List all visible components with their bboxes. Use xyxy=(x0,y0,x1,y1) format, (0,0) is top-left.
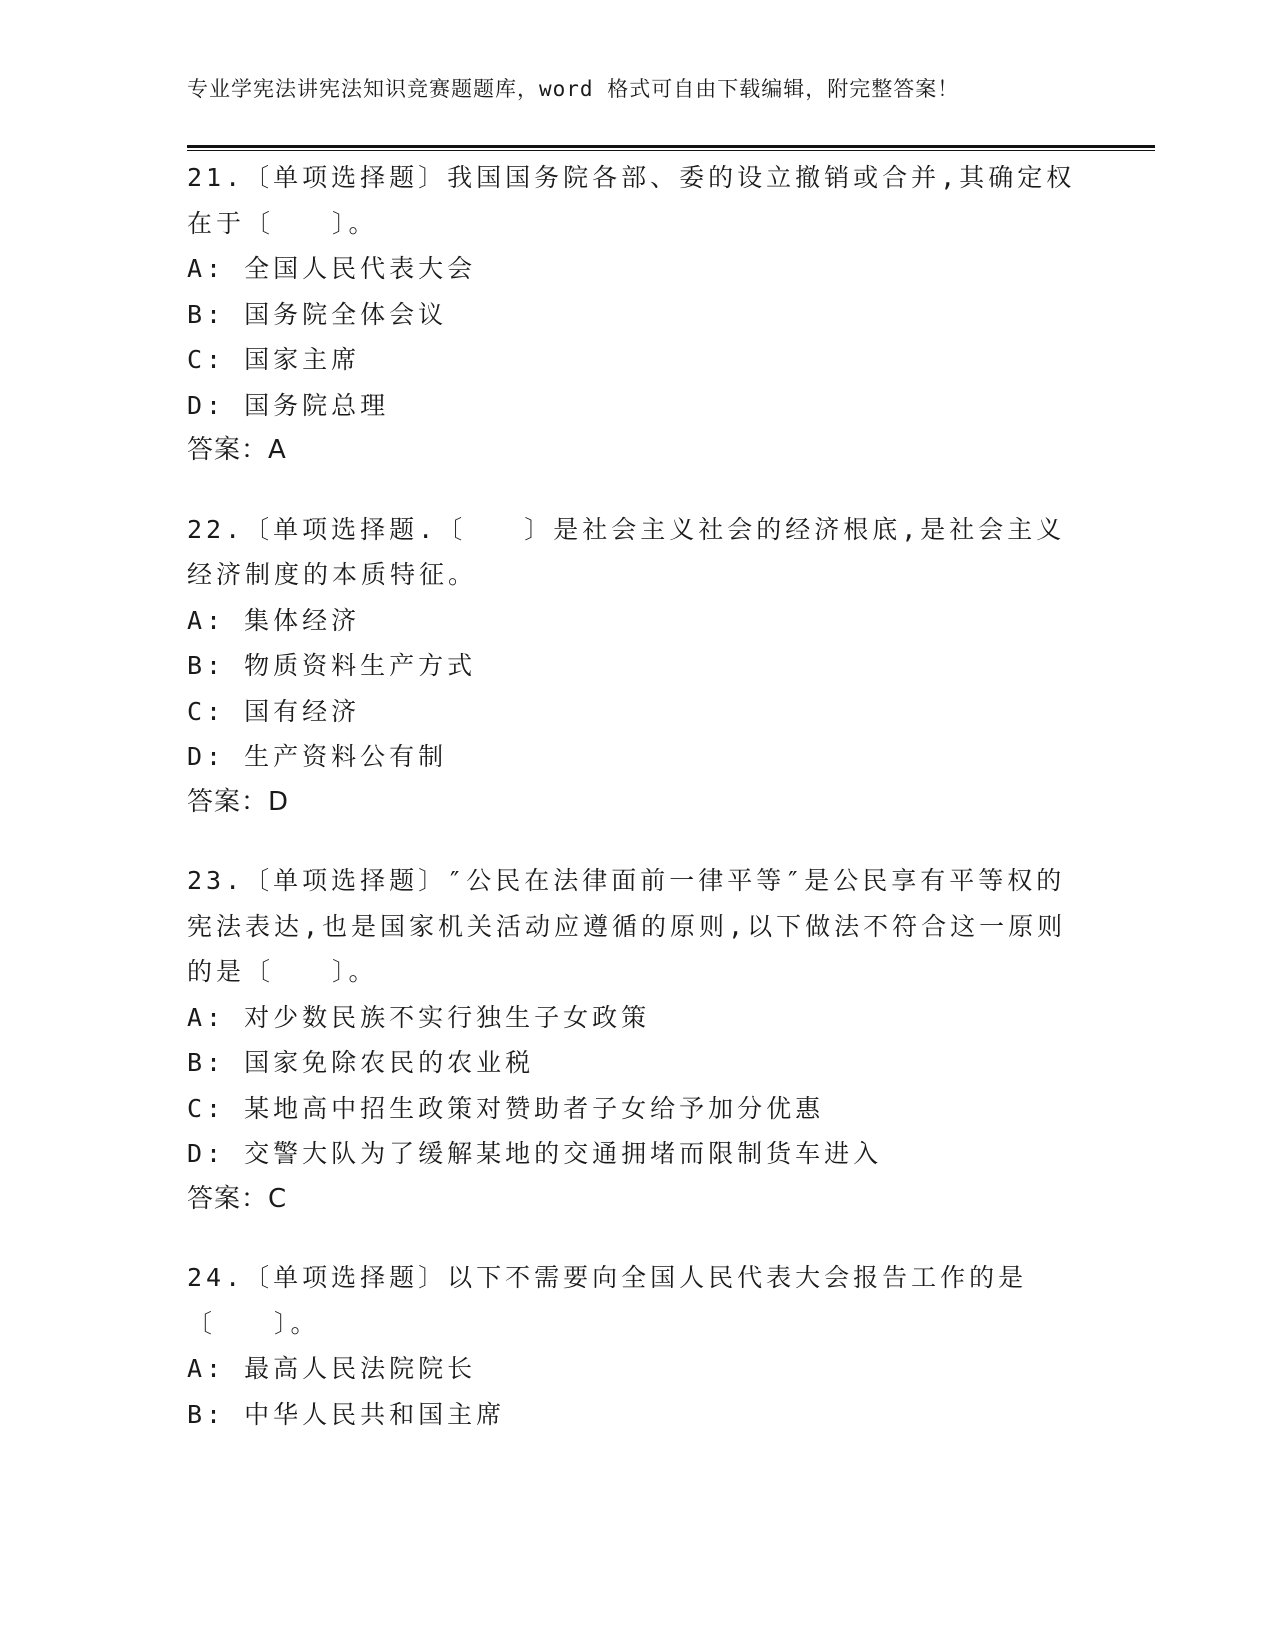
option-c: C: 国家主席 xyxy=(187,345,361,374)
option-b: B: 中华人民共和国主席 xyxy=(187,1399,506,1429)
question-stem: 22.〔单项选择题.〔 〕是社会主义社会的经济根底,是社会主义经济制度的本质特征。 xyxy=(187,514,1066,589)
option-a: A: 全国人民代表大会 xyxy=(187,254,477,283)
answer: 答案：A xyxy=(187,435,287,465)
question-24 xyxy=(187,1255,1087,1437)
option-d: D: 国务院总理 xyxy=(187,390,390,420)
option-a: A: 最高人民法院院长 xyxy=(187,1354,477,1383)
option-a: A: 对少数民族不实行独生子女政策 xyxy=(187,1002,651,1032)
answer: 答案：D xyxy=(187,786,290,817)
option-b: B: 国家免除农民的农业税 xyxy=(187,1048,535,1077)
question-21 xyxy=(187,155,1087,474)
question-23 xyxy=(187,858,1087,1222)
option-c: C: 国有经济 xyxy=(187,696,361,726)
header-rule-thick xyxy=(187,145,1155,148)
option-a: A: 集体经济 xyxy=(187,605,361,635)
question-list xyxy=(187,155,1087,1470)
option-d: D: 生产资料公有制 xyxy=(187,742,448,771)
question-stem: 21.〔单项选择题〕我国国务院各部、委的设立撤销或合并,其确定权在于〔 〕。 xyxy=(187,163,1076,238)
document-header: 专业学宪法讲宪法知识竞赛题题库，word 格式可自由下载编辑，附完整答案！ xyxy=(187,77,960,101)
header-rule-thin xyxy=(187,150,1155,151)
question-stem: 23.〔单项选择题〕″公民在法律面前一律平等″是公民享有平等权的宪法表达,也是国家机关活动应遵循的原则,以下做法不符合这一原则的是〔 〕。 xyxy=(187,866,1067,986)
option-d: D: 交警大队为了缓解某地的交通拥堵而限制货车进入 xyxy=(187,1139,883,1168)
question-22 xyxy=(187,507,1087,826)
question-stem: 24.〔单项选择题〕以下不需要向全国人民代表大会报告工作的是〔 〕。 xyxy=(187,1263,1028,1338)
option-b: B: 物质资料生产方式 xyxy=(187,651,477,680)
option-c: C: 某地高中招生政策对赞助者子女给予加分优惠 xyxy=(187,1093,825,1123)
option-b: B: 国务院全体会议 xyxy=(187,299,448,329)
answer: 答案：C xyxy=(187,1183,288,1214)
